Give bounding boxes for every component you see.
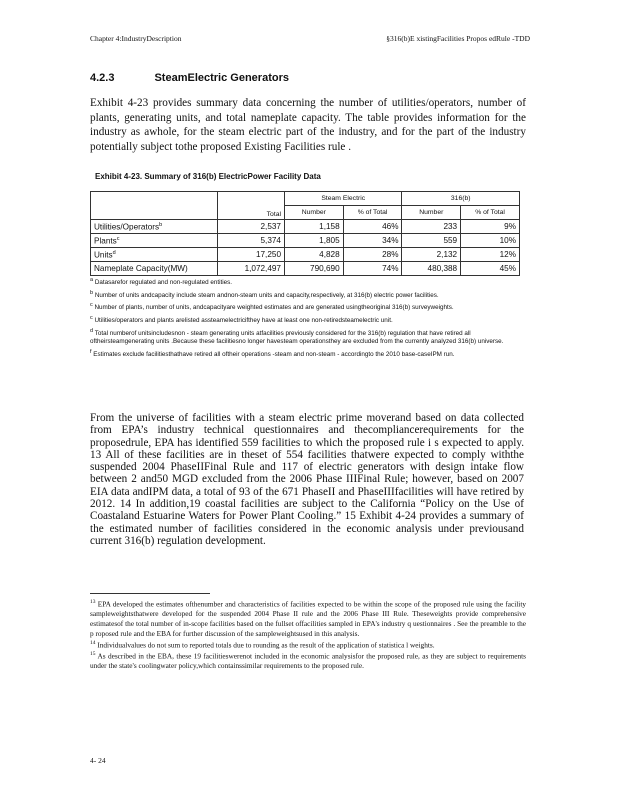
- section-heading: [90, 72, 289, 84]
- footnote: $^{14}$ Individualvalues do not sum to reported totals due to rounding as the result of the application of statistica l weights.: [90, 639, 435, 650]
- row-label: Utilities/Operators$^b$: [91, 220, 218, 234]
- section-title: SteamElectric Generators: [154, 72, 289, 84]
- header-document-title: §316(b)E xistingFacilities Propos edRule -TDD: [386, 34, 530, 43]
- intro-paragraph: Exhibit 4-23 provides summary data concerning the number of utilities/operators, number of plants, generating units, and total nameplate capacity. The table provides information for the industry as awhole, for the steam electric part of the industry, and for the part of the industry potentially subject tothe proposed Existing Facilities rule .: [90, 97, 526, 153]
- page-header: [90, 34, 530, 48]
- table-row: [91, 248, 520, 262]
- steam-pct-cell: 74%: [343, 262, 402, 276]
- page-number: 4- 24: [90, 756, 106, 765]
- 316b-number-cell: 559: [402, 234, 461, 248]
- table-header-row: [91, 192, 520, 206]
- blank-header-cell: [91, 192, 218, 220]
- steam-pct-cell: 28%: [343, 248, 402, 262]
- 316b-pct-header: % of Total: [461, 206, 520, 220]
- steam-number-header: Number: [285, 206, 344, 220]
- row-label: Units$^d$: [91, 248, 218, 262]
- footnotes: [90, 598, 526, 671]
- exhibit-note: $^a$ Datasarefor regulated and non-regulated entities.: [90, 277, 233, 287]
- total-cell: 17,250: [218, 248, 285, 262]
- total-cell: 1,072,497: [218, 262, 285, 276]
- steam-electric-header: Steam Electric: [285, 192, 402, 206]
- row-label: Plants$^c$: [91, 234, 218, 248]
- 316b-number-cell: 2,132: [402, 248, 461, 262]
- steam-number-cell: 4,828: [285, 248, 344, 262]
- steam-pct-cell: 34%: [343, 234, 402, 248]
- steam-pct-cell: 46%: [343, 220, 402, 234]
- body-paragraph: From the universe of facilities with a steam electric prime moverand based on data collected from EPA’s industry technical questionnaires and thecompliancerequirements for the proposedrule, EPA has identified 559 facilities to which the proposed rule i s expected to apply. 13 All of these facilities are in theset of 554 facilities thatwere expected to comply withthe suspended 2004 PhaseIIFinal Rule and 117 of electric generators with design intake flow between 2 and50 MGD excluded from the 2006 Phase IIIFinal Rule; however, based on 2007 EIA data andIPM data, a total of 93 of the 671 PhaseII and PhaseIIIfacilities will have retired by 2012. 14 In addition,19 coastal facilities are subject to the California “Policy on the Use of Coastaland Estuarine Waters for Power Plant Cooling.” 15 Exhibit 4-24 provides a summary of the estimated number of facilities considered in the economic analysis under previousand current 316(b) regulation development.: [90, 412, 524, 547]
- exhibit-note: $^c$ Utilities/operators and plants arelisted assteamelectricifthey have at least one non-retiredsteamelectric unit.: [90, 315, 393, 325]
- 316b-pct-cell: 10%: [461, 234, 520, 248]
- steam-pct-header: % of Total: [343, 206, 402, 220]
- 316b-pct-cell: 12%: [461, 248, 520, 262]
- exhibit-note: $^c$ Number of plants, number of units, andcapacityare weighted estimates and are generated usingtheoriginal 316(b) surveyweights.: [90, 302, 454, 312]
- exhibit-table: [90, 191, 520, 276]
- exhibit-note: $^f$ Estimates exclude facilitiesthathave retired all oftheir operations -steam and non-steam - accordingto the 2010 base-caseIPM run.: [90, 349, 455, 359]
- 316b-number-cell: 233: [402, 220, 461, 234]
- table-row: [91, 262, 520, 276]
- table-row: [91, 220, 520, 234]
- 316b-pct-cell: 9%: [461, 220, 520, 234]
- total-cell: 5,374: [218, 234, 285, 248]
- footnote: $^{15}$ As described in the EBA, these 19 facilitieswerenot included in the economic analysisfor the proposed rule, as they are subject to requirements under the state's coolingwater policy,which containssimilar requirements to the proposed rule.: [90, 650, 527, 671]
- exhibit-note: $^b$ Number of units andcapacity include steam andnon-steam units and capacity,respectively, at 316(b) electric power facilities.: [90, 289, 439, 299]
- section-number: 4.2.3: [90, 72, 115, 84]
- exhibit-note: $^d$ Total numberof unitsincludesnon - steam generating units atfacilities previously considered for the 316(b) regulation that have retired all oftheirsteamgenerating units .Because these facilitiesno longer havesteam operationsthey are excluded from the currently analyzed 316(b) universe.: [90, 327, 504, 346]
- table-row: [91, 234, 520, 248]
- exhibit-notes: [90, 276, 522, 361]
- total-header: Total: [218, 192, 285, 220]
- steam-number-cell: 1,158: [285, 220, 344, 234]
- 316b-number-cell: 480,388: [402, 262, 461, 276]
- footnote: $^{13}$ EPA developed the estimates ofthenumber and characteristics of facilities expected to be within the scope of the proposed rule using the facility sampleweightsthatwere developed for the suspended 2004 Phase II rule and the 2006 Phase III Rule. Theseweights provide comprehensive estimatesof the total number of in-scope facilities based on the fullset offacilities sampled in EPA's industry q uestionnaires . See the preamble to the p roposed rule and the EBA for further discussion of the sampleweightsused in this analysis.: [90, 599, 526, 638]
- 316b-header: 316(b): [402, 192, 520, 206]
- footnote-divider: [90, 593, 210, 594]
- total-cell: 2,537: [218, 220, 285, 234]
- steam-number-cell: 790,690: [285, 262, 344, 276]
- header-chapter: Chapter 4:IndustryDescription: [90, 34, 182, 43]
- exhibit-title: Exhibit 4-23. Summary of 316(b) ElectricPower Facility Data: [95, 172, 321, 181]
- row-label: Nameplate Capacity(MW): [91, 262, 218, 276]
- 316b-pct-cell: 45%: [461, 262, 520, 276]
- steam-number-cell: 1,805: [285, 234, 344, 248]
- 316b-number-header: Number: [402, 206, 461, 220]
